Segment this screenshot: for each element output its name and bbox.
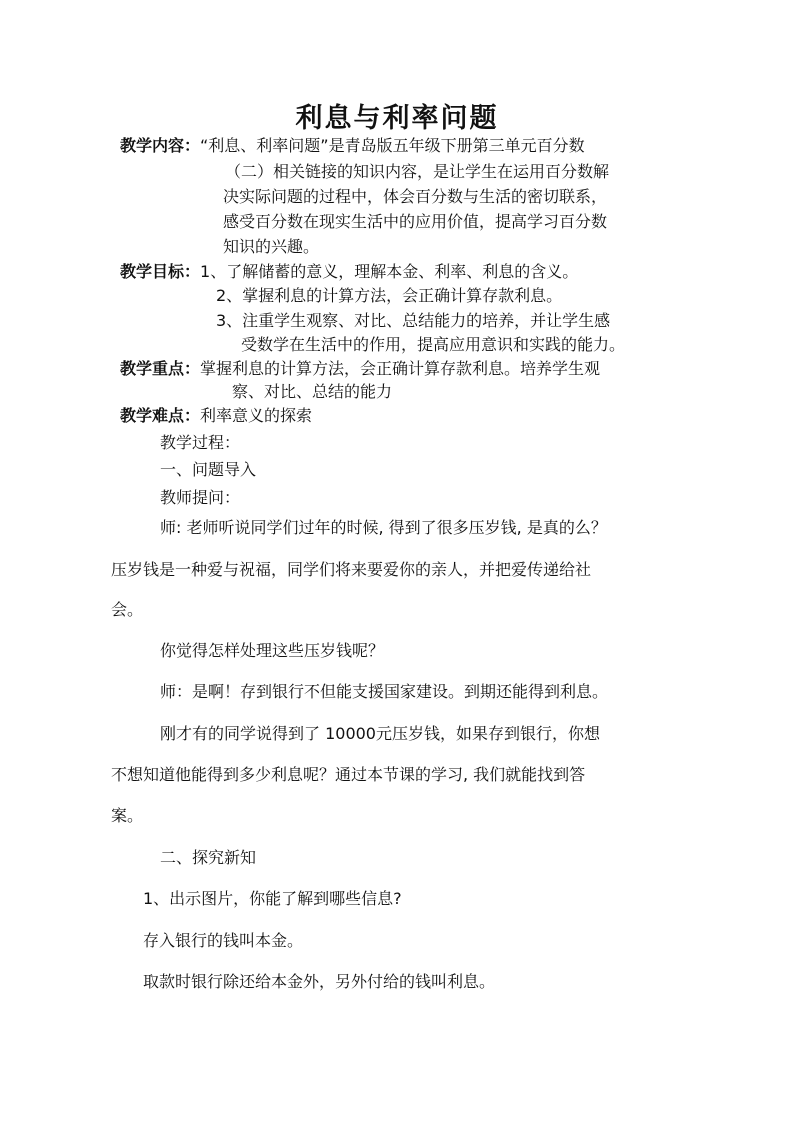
paragraph-line: 案。 [111,806,144,825]
goal-item: 2、掌握利息的计算方法，会正确计算存款利息。 [216,286,563,305]
answer-line: 存入银行的钱叫本金。 [143,931,304,950]
content-line: 决实际问题的过程中，体会百分数与生活的密切联系， [223,187,608,206]
paragraph-line: 师: 老师听说同学们过年的时候, 得到了很多压岁钱, 是真的么？ [160,518,607,537]
paragraph-line: 你觉得怎样处理这些压岁钱呢？ [160,641,385,660]
goal-item: 受数学在生活中的作用，提高应用意识和实践的能力。 [241,335,626,354]
content-line: “利息、利率问题”是青岛版五年级下册第三单元百分数 [200,136,585,155]
paragraph-line: 会。 [111,600,144,619]
keypoint-label: 教学重点： [120,359,201,378]
content-row-1 [120,135,585,157]
answer-line: 取款时银行除还给本金外，另外付给的钱叫利息。 [143,972,496,991]
goal-item: 1、了解储蓄的意义，理解本金、利率、利息的含义。 [200,262,579,281]
goals-row-1 [120,261,578,283]
teacher-asks: 教师提问： [160,488,241,507]
difficulty-row [120,405,312,427]
goal-item: 3、注重学生观察、对比、总结能力的培养，并让学生感 [216,311,611,330]
paragraph-line: 师：是啊！存到银行不但能支援国家建设。到期还能得到利息。 [160,682,609,701]
content-label: 教学内容： [120,136,201,155]
keypoint-row-1 [120,358,600,380]
content-line: 感受百分数在现实生活中的应用价值，提高学习百分数 [223,212,608,231]
section-heading: 一、问题导入 [160,460,257,479]
difficulty-label: 教学难点： [120,406,201,425]
page-title: 利息与利率问题 [295,103,499,134]
keypoint-line: 掌握利息的计算方法，会正确计算存款利息。培养学生观 [200,359,601,378]
section-heading: 二、探究新知 [160,848,257,867]
difficulty-text: 利率意义的探索 [200,406,313,425]
paragraph-line: 刚才有的同学说得到了 10000元压岁钱，如果存到银行，你想 [160,724,600,743]
keypoint-line: 察、对比、总结的能力 [232,382,393,401]
paragraph-line: 不想知道他能得到多少利息呢？通过本节课的学习, 我们就能找到答 [111,765,586,784]
paragraph-line: 压岁钱是一种爱与祝福，同学们将来要爱你的亲人，并把爱传递给社 [111,560,592,579]
goals-label: 教学目标： [120,262,201,281]
content-line: 知识的兴趣。 [223,237,320,256]
question-line: 1、出示图片，你能了解到哪些信息? [143,889,402,908]
content-line: （二）相关链接的知识内容，是让学生在运用百分数解 [225,162,610,181]
process-heading: 教学过程： [160,433,241,452]
